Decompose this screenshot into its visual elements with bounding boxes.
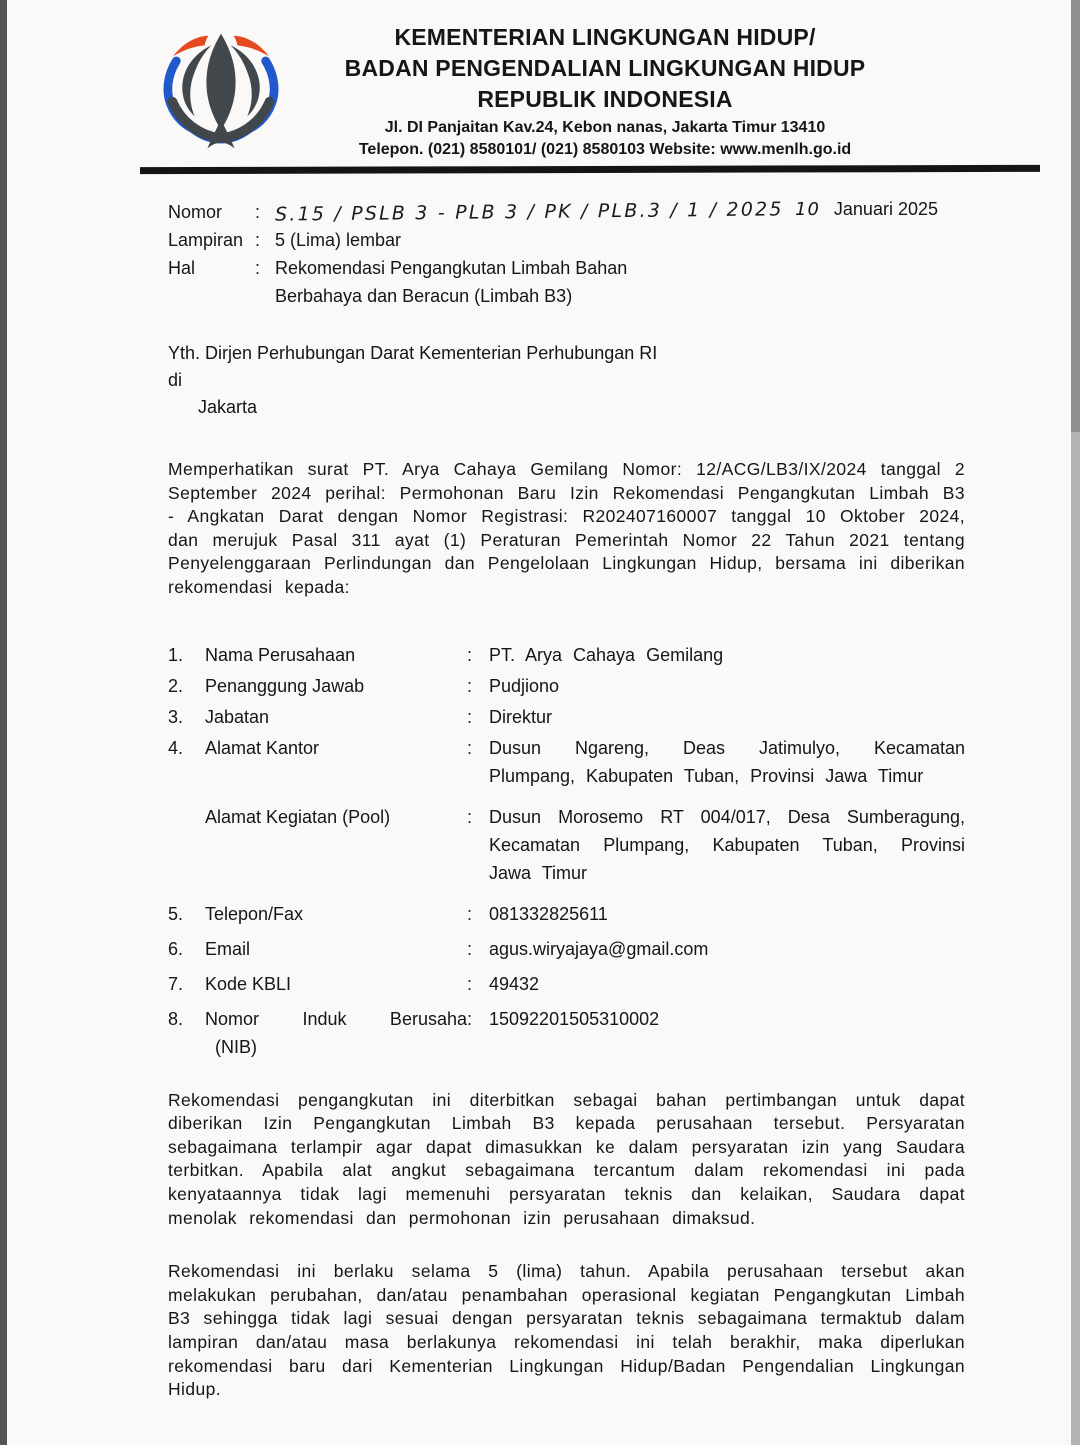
detail-colon: : — [467, 644, 473, 665]
detail-label: Alamat Kantor — [205, 737, 320, 758]
letter-date-month-year: Januari 2025 — [833, 199, 938, 219]
lampiran-colon: : — [255, 230, 261, 250]
detail-row-nib — [168, 1005, 965, 1061]
detail-row-telepon-fax — [168, 900, 965, 928]
letterhead-divider — [140, 165, 1040, 174]
detail-number: 5. — [168, 903, 184, 924]
lampiran-label: Lampiran — [168, 230, 244, 250]
detail-row-email — [168, 935, 965, 963]
detail-number: 3. — [168, 706, 184, 727]
detail-colon: : — [467, 737, 473, 758]
detail-number: 2. — [168, 675, 184, 696]
letterhead-line-3: REPUBLIK INDONESIA — [477, 86, 733, 112]
detail-value: 081332825611 — [489, 903, 608, 924]
hal-value-line-2: Berbahaya dan Beracun (Limbah B3) — [275, 286, 573, 306]
paragraph-validity: Rekomendasi ini berlaku selama 5 (lima) tahun. Apabila perusahaan tersebut akan melakukan perubahan, dan/atau penambahan operasional kegiatan Pengangkutan Limbah B3 sehingga tidak lagi sesuai dengan persyaratan teknis sebagaimana termaktub dalam lampiran dan/atau masa berlakunya rekomendasi ini telah berakhir, maka diperlukan rekomendasi baru dari Kementerian Lingkungan Hidup/Badan Pengendalian Lingkungan Hidup. — [168, 1261, 965, 1400]
letterhead-contact: Telepon. (021) 8580101/ (021) 8580103 Website: www.menlh.go.id — [358, 141, 852, 158]
addressee-recipient: Yth. Dirjen Perhubungan Darat Kementerian Perhubungan RI — [168, 343, 658, 363]
detail-label: Jabatan — [205, 706, 270, 727]
detail-row-nama-perusahaan — [168, 641, 965, 669]
detail-label — [205, 1005, 467, 1061]
detail-label: Penanggung Jawab — [205, 675, 365, 696]
letterhead-line-2: BADAN PENGENDALIAN LINGKUNGAN HIDUP — [344, 55, 866, 81]
addressee-block — [168, 340, 965, 421]
detail-number: 8. — [168, 1008, 184, 1029]
nomor-value-handwritten: S.15 / PSLB 3 - PLB 3 / PK / PLB.3 / 1 / 2025 — [274, 198, 784, 226]
detail-number: 6. — [168, 938, 184, 959]
detail-label: Alamat Kegiatan (Pool) — [205, 806, 391, 827]
nomor-colon: : — [255, 202, 261, 222]
company-details-list — [168, 641, 965, 1061]
detail-value: 15092201505310002 — [489, 1008, 660, 1029]
detail-number: 4. — [168, 737, 184, 758]
detail-row-penanggung-jawab — [168, 672, 965, 700]
lotus-logo-icon — [150, 26, 292, 162]
scan-edge-right-top — [1071, 0, 1080, 432]
detail-row-alamat-kantor — [168, 734, 965, 790]
letterhead — [298, 22, 912, 161]
paragraph-consideration: Rekomendasi pengangkutan ini diterbitkan sebagai bahan pertimbangan untuk dapat diberikan Izin Pengangkutan Limbah B3 kepada perusahaan tersebut. Persyaratan sebagaimana terlampir agar dapat dimasukkan ke dalam persyaratan izin yang Saudara terbitkan. Apabila alat angkut sebagaimana tercantum dalam rekomendasi ini pada kenyataannya tidak lagi memenuhi persyaratan teknis dan kelaikan, Saudara dapat menolak rekomendasi dan permohonan izin perusahaan dimaksud. — [168, 1089, 965, 1228]
detail-colon: : — [467, 1008, 473, 1029]
hal-label: Hal — [168, 258, 196, 278]
detail-value: Dusun Ngareng, Deas Jatimulyo, Kecamatan Plumpang, Kabupaten Tuban, Provinsi Jawa Timur — [489, 737, 965, 786]
detail-row-alamat-kegiatan-pool — [168, 803, 965, 887]
scan-edge-right-bottom — [1071, 432, 1080, 1445]
hal-value — [275, 254, 965, 310]
detail-colon: : — [467, 706, 473, 727]
hal-value-line-1: Rekomendasi Pengangkutan Limbah Bahan — [275, 258, 628, 278]
detail-colon: : — [467, 903, 473, 924]
detail-colon: : — [467, 938, 473, 959]
detail-number: 1. — [168, 644, 184, 665]
detail-colon: : — [467, 675, 473, 696]
detail-label: Nama Perusahaan — [205, 644, 356, 665]
detail-value: Pudjiono — [489, 675, 560, 696]
detail-colon: : — [467, 806, 473, 827]
detail-value: PT. Arya Cahaya Gemilang — [489, 644, 724, 665]
detail-value: 49432 — [489, 973, 540, 994]
detail-label: Kode KBLI — [205, 973, 292, 994]
letterhead-address: Jl. DI Panjaitan Kav.24, Kebon nanas, Jakarta Timur 13410 — [384, 119, 826, 136]
detail-value: Dusun Morosemo RT 004/017, Desa Sumberagung, Kecamatan Plumpang, Kabupaten Tuban, Provinsi Jawa Timur — [489, 806, 965, 883]
detail-value: agus.wiryajaya@gmail.com — [489, 938, 709, 959]
lampiran-value: 5 (Lima) lembar — [275, 230, 402, 250]
ministry-logo — [150, 26, 292, 162]
letter-body — [168, 198, 965, 1402]
detail-label-line-2: (NIB) — [215, 1036, 257, 1057]
detail-value: Direktur — [489, 706, 553, 727]
addressee-di: di — [168, 370, 183, 390]
letter-date-day-handwritten: 10 — [795, 199, 820, 220]
detail-row-kode-kbli — [168, 970, 965, 998]
scan-edge-left — [0, 0, 7, 1445]
letter-meta — [168, 198, 965, 310]
detail-label: Email — [205, 938, 251, 959]
detail-label-line-1: Nomor Induk Berusaha — [205, 1008, 467, 1029]
detail-row-jabatan — [168, 703, 965, 731]
hal-colon: : — [255, 258, 261, 278]
paragraph-intro: Memperhatikan surat PT. Arya Cahaya Gemilang Nomor: 12/ACG/LB3/IX/2024 tanggal 2 September 2024 perihal: Permohonan Baru Izin Rekomendasi Pengangkutan Limbah B3 - Angkatan Darat dengan Nomor Registrasi: R202407160007 tanggal 10 Oktober 2024, dan merujuk Pasal 311 ayat (1) Peraturan Pemerintah Nomor 22 Tahun 2021 tentang Penyelenggaraan Perlindungan dan Pengelolaan Lingkungan Hidup, bersama ini diberikan rekomendasi kepada: — [168, 459, 965, 597]
detail-colon: : — [467, 973, 473, 994]
detail-label: Telepon/Fax — [205, 903, 304, 924]
addressee-city: Jakarta — [198, 397, 258, 417]
nomor-value — [275, 198, 965, 226]
detail-number: 7. — [168, 973, 184, 994]
nomor-label: Nomor — [168, 202, 223, 222]
letterhead-line-1: KEMENTERIAN LINGKUNGAN HIDUP/ — [394, 24, 816, 50]
